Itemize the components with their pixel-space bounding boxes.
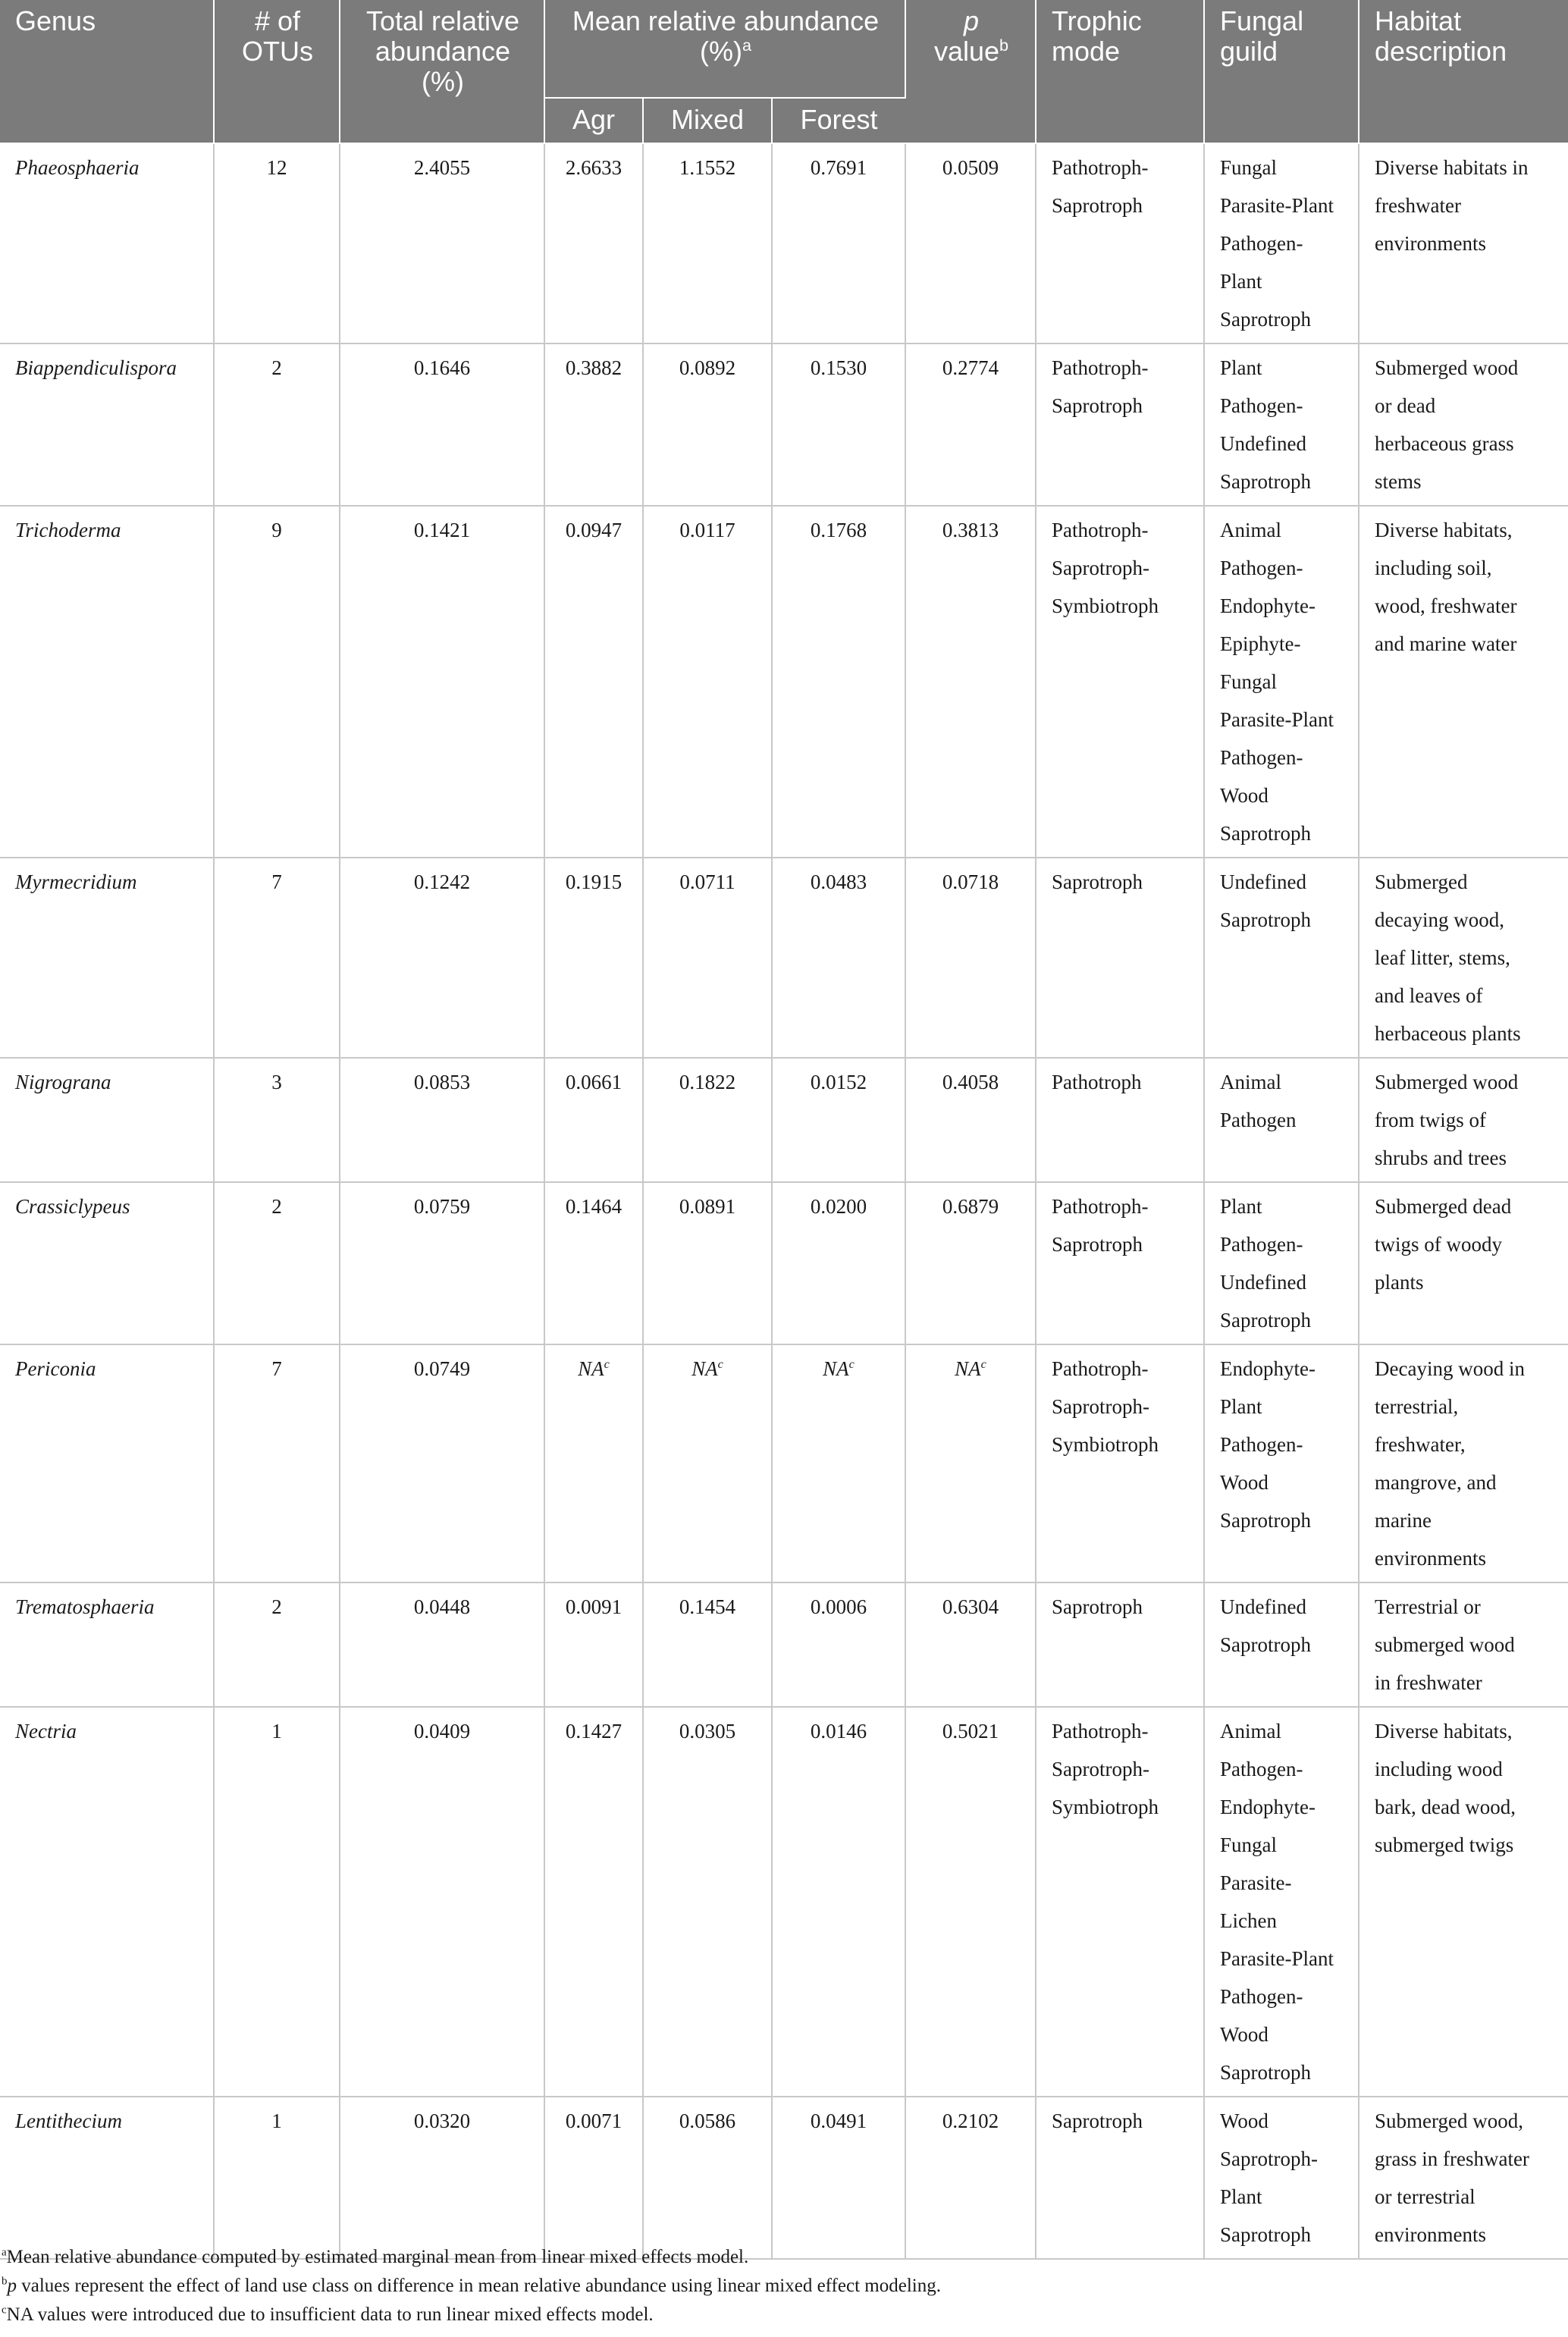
header-habitat-description (1359, 0, 1568, 143)
agr-abundance-cell: 0.0091 (544, 1583, 643, 1707)
genus-cell: Myrmecridium (0, 858, 214, 1058)
trophic-mode-cell: Pathotroph- Saprotroph- Symbiotroph (1036, 1344, 1204, 1583)
habitat-description-cell: Submerged wood, grass in freshwater or terrestrial environments (1359, 2097, 1568, 2259)
p-value-cell: $NA^c$ (905, 1344, 1036, 1583)
habitat-description-cell: Diverse habitats, including wood bark, dead wood, submerged twigs (1359, 1707, 1568, 2097)
trophic-mode-cell: Saprotroph (1036, 1583, 1204, 1707)
otu-count-cell: 2 (214, 343, 340, 506)
agr-abundance-cell: 0.0071 (544, 2097, 643, 2259)
total-abundance-cell: 0.0448 (340, 1583, 544, 1707)
footnote-mark-c: c (717, 1357, 723, 1371)
total-abundance-cell: 0.0749 (340, 1344, 544, 1583)
table-footnotes (0, 2243, 1568, 2329)
fungal-guild-cell: Undefined Saprotroph (1204, 858, 1359, 1058)
otu-count-cell: 7 (214, 1344, 340, 1583)
mixed-abundance-cell: 0.1454 (643, 1583, 772, 1707)
habitat-description-cell: Terrestrial or submerged wood in freshwater (1359, 1583, 1568, 1707)
otu-count-cell: 1 (214, 2097, 340, 2259)
header-line: mode (1052, 36, 1121, 67)
total-abundance-cell: 0.0853 (340, 1058, 544, 1182)
forest-abundance-cell: 0.1768 (772, 506, 905, 858)
header-forest: Forest (772, 98, 905, 143)
header-p-value: p value$^b$ (905, 0, 1036, 143)
fungal-guild-cell: Undefined Saprotroph (1204, 1583, 1359, 1707)
mixed-abundance-cell: $NA^c$ (643, 1344, 772, 1583)
mixed-abundance-cell: 0.0892 (643, 343, 772, 506)
total-abundance-cell: 0.0320 (340, 2097, 544, 2259)
footnote: $^c$NA values were introduced due to insufficient data to run linear mixed effects model. (2, 2304, 654, 2325)
forest-abundance-cell: $NA^c$ (772, 1344, 905, 1583)
table-row (0, 1583, 1568, 1707)
header-line: Habitat (1375, 5, 1462, 36)
trophic-mode-cell: Saprotroph (1036, 2097, 1204, 2259)
total-abundance-cell: 0.0409 (340, 1707, 544, 2097)
p-value-cell: 0.6879 (905, 1182, 1036, 1344)
table-row (0, 1707, 1568, 2097)
trophic-mode-cell: Pathotroph (1036, 1058, 1204, 1182)
header-mean-relative-abundance: Mean relative abundance (%)$^a$ (544, 0, 905, 98)
p-value-cell: 0.3813 (905, 506, 1036, 858)
footnote-mark-c: c (848, 1357, 855, 1371)
trophic-mode-cell: Saprotroph (1036, 858, 1204, 1058)
footnote-mark-b: b (999, 36, 1009, 55)
footnote: $^a$Mean relative abundance computed by estimated marginal mean from linear mixed effects model. (2, 2246, 749, 2267)
habitat-description-cell: Submerged wood from twigs of shrubs and trees (1359, 1058, 1568, 1182)
forest-abundance-cell: 0.7691 (772, 143, 905, 343)
agr-abundance-cell: 0.1915 (544, 858, 643, 1058)
otu-count-cell: 9 (214, 506, 340, 858)
genus-cell: Nigrograna (0, 1058, 214, 1182)
otu-count-cell: 3 (214, 1058, 340, 1182)
header-line: Total relative (365, 5, 520, 36)
habitat-description-cell: Decaying wood in terrestrial, freshwater, mangrove, and marine environments (1359, 1344, 1568, 1583)
forest-abundance-cell: 0.0200 (772, 1182, 905, 1344)
otu-count-cell: 12 (214, 143, 340, 343)
header-line: Trophic (1052, 5, 1142, 36)
forest-abundance-cell: 0.0146 (772, 1707, 905, 2097)
agr-abundance-cell: 0.0661 (544, 1058, 643, 1182)
p-value-cell: 0.2774 (905, 343, 1036, 506)
genus-cell: Nectria (0, 1707, 214, 2097)
agr-abundance-cell: $NA^c$ (544, 1344, 643, 1583)
genus-cell: Periconia (0, 1344, 214, 1583)
otu-count-cell: 1 (214, 1707, 340, 2097)
table-row (0, 1344, 1568, 1583)
mixed-abundance-cell: 0.0891 (643, 1182, 772, 1344)
footnote-mark-a: a (742, 36, 751, 55)
mixed-abundance-cell: 0.0711 (643, 858, 772, 1058)
table-row (0, 143, 1568, 343)
habitat-description-cell: Submerged wood or dead herbaceous grass stems (1359, 343, 1568, 506)
otu-count-cell: 7 (214, 858, 340, 1058)
mixed-abundance-cell: 0.0305 (643, 1707, 772, 2097)
trophic-mode-cell: Pathotroph- Saprotroph (1036, 143, 1204, 343)
fungal-guild-cell: Endophyte- Plant Pathogen- Wood Saprotroph (1204, 1344, 1359, 1583)
agr-abundance-cell: 0.0947 (544, 506, 643, 858)
mixed-abundance-cell: 0.1822 (643, 1058, 772, 1182)
genus-cell: Trichoderma (0, 506, 214, 858)
header-line: description (1375, 36, 1507, 67)
header-fungal-guild (1204, 0, 1359, 143)
header-mixed: Mixed (643, 98, 772, 143)
header-agr: Agr (544, 98, 643, 143)
total-abundance-cell: 0.1646 (340, 343, 544, 506)
footnote-mark-c: c (980, 1357, 986, 1371)
habitat-description-cell: Diverse habitats in freshwater environments (1359, 143, 1568, 343)
agr-abundance-cell: 0.1464 (544, 1182, 643, 1344)
genus-cell: Crassiclypeus (0, 1182, 214, 1344)
header-otus (214, 0, 340, 143)
p-value-cell: 0.4058 (905, 1058, 1036, 1182)
trophic-mode-cell: Pathotroph- Saprotroph- Symbiotroph (1036, 506, 1204, 858)
genus-cell: Phaeosphaeria (0, 143, 214, 343)
p-value-cell: 0.2102 (905, 2097, 1036, 2259)
total-abundance-cell: 0.1421 (340, 506, 544, 858)
footnote-mark-c: c (604, 1357, 610, 1371)
header-genus: Genus (0, 0, 214, 143)
mixed-abundance-cell: 1.1552 (643, 143, 772, 343)
header-line: (%) (422, 66, 464, 97)
fungal-guild-cell: Plant Pathogen- Undefined Saprotroph (1204, 1182, 1359, 1344)
table-row (0, 506, 1568, 858)
habitat-description-cell: Diverse habitats, including soil, wood, freshwater and marine water (1359, 506, 1568, 858)
p-value-cell: 0.6304 (905, 1583, 1036, 1707)
trophic-mode-cell: Pathotroph- Saprotroph (1036, 1182, 1204, 1344)
agr-abundance-cell: 0.1427 (544, 1707, 643, 2097)
header-trophic-mode (1036, 0, 1204, 143)
habitat-description-cell: Submerged dead twigs of woody plants (1359, 1182, 1568, 1344)
total-abundance-cell: 0.0759 (340, 1182, 544, 1344)
p-value-cell: 0.0509 (905, 143, 1036, 343)
forest-abundance-cell: 0.0152 (772, 1058, 905, 1182)
total-abundance-cell: 0.1242 (340, 858, 544, 1058)
table-row (0, 1058, 1568, 1182)
genus-cell: Trematosphaeria (0, 1583, 214, 1707)
otu-count-cell: 2 (214, 1182, 340, 1344)
forest-abundance-cell: 0.0006 (772, 1583, 905, 1707)
habitat-description-cell: Submerged decaying wood, leaf litter, stems, and leaves of herbaceous plants (1359, 858, 1568, 1058)
mixed-abundance-cell: 0.0586 (643, 2097, 772, 2259)
forest-abundance-cell: 0.1530 (772, 343, 905, 506)
trophic-mode-cell: Pathotroph- Saprotroph- Symbiotroph (1036, 1707, 1204, 2097)
mixed-abundance-cell: 0.0117 (643, 506, 772, 858)
table-row (0, 343, 1568, 506)
genus-cell: Lentithecium (0, 2097, 214, 2259)
header-line: Fungal (1220, 5, 1304, 36)
forest-abundance-cell: 0.0483 (772, 858, 905, 1058)
fungal-guild-cell: Fungal Parasite-Plant Pathogen- Plant Saprotroph (1204, 143, 1359, 343)
header-line: OTUs (242, 36, 313, 67)
fungal-guild-cell: Wood Saprotroph- Plant Saprotroph (1204, 2097, 1359, 2259)
table-row (0, 1182, 1568, 1344)
header-line: abundance (375, 36, 511, 67)
agr-abundance-cell: 2.6633 (544, 143, 643, 343)
genus-cell: Biappendiculispora (0, 343, 214, 506)
header-line: guild (1220, 36, 1278, 67)
header-total-relative-abundance (340, 0, 544, 143)
header-line: # of (254, 5, 301, 36)
table-row (0, 858, 1568, 1058)
agr-abundance-cell: 0.3882 (544, 343, 643, 506)
trophic-mode-cell: Pathotroph- Saprotroph (1036, 343, 1204, 506)
fungal-guild-cell: Animal Pathogen- Endophyte- Epiphyte- Fungal Parasite-Plant Pathogen- Wood Saprotroph (1204, 506, 1359, 858)
table-row (0, 2097, 1568, 2259)
footnote: $^b$p values represent the effect of land use class on difference in mean relative abundance using linear mixed effect modeling. (2, 2275, 941, 2296)
p-value-cell: 0.5021 (905, 1707, 1036, 2097)
total-abundance-cell: 2.4055 (340, 143, 544, 343)
fungal-guild-cell: Animal Pathogen- Endophyte- Fungal Parasite- Lichen Parasite-Plant Pathogen- Wood Saprotroph (1204, 1707, 1359, 2097)
otu-count-cell: 2 (214, 1583, 340, 1707)
fungal-guild-cell: Plant Pathogen- Undefined Saprotroph (1204, 343, 1359, 506)
forest-abundance-cell: 0.0491 (772, 2097, 905, 2259)
p-value-cell: 0.0718 (905, 858, 1036, 1058)
fungal-guild-cell: Animal Pathogen (1204, 1058, 1359, 1182)
